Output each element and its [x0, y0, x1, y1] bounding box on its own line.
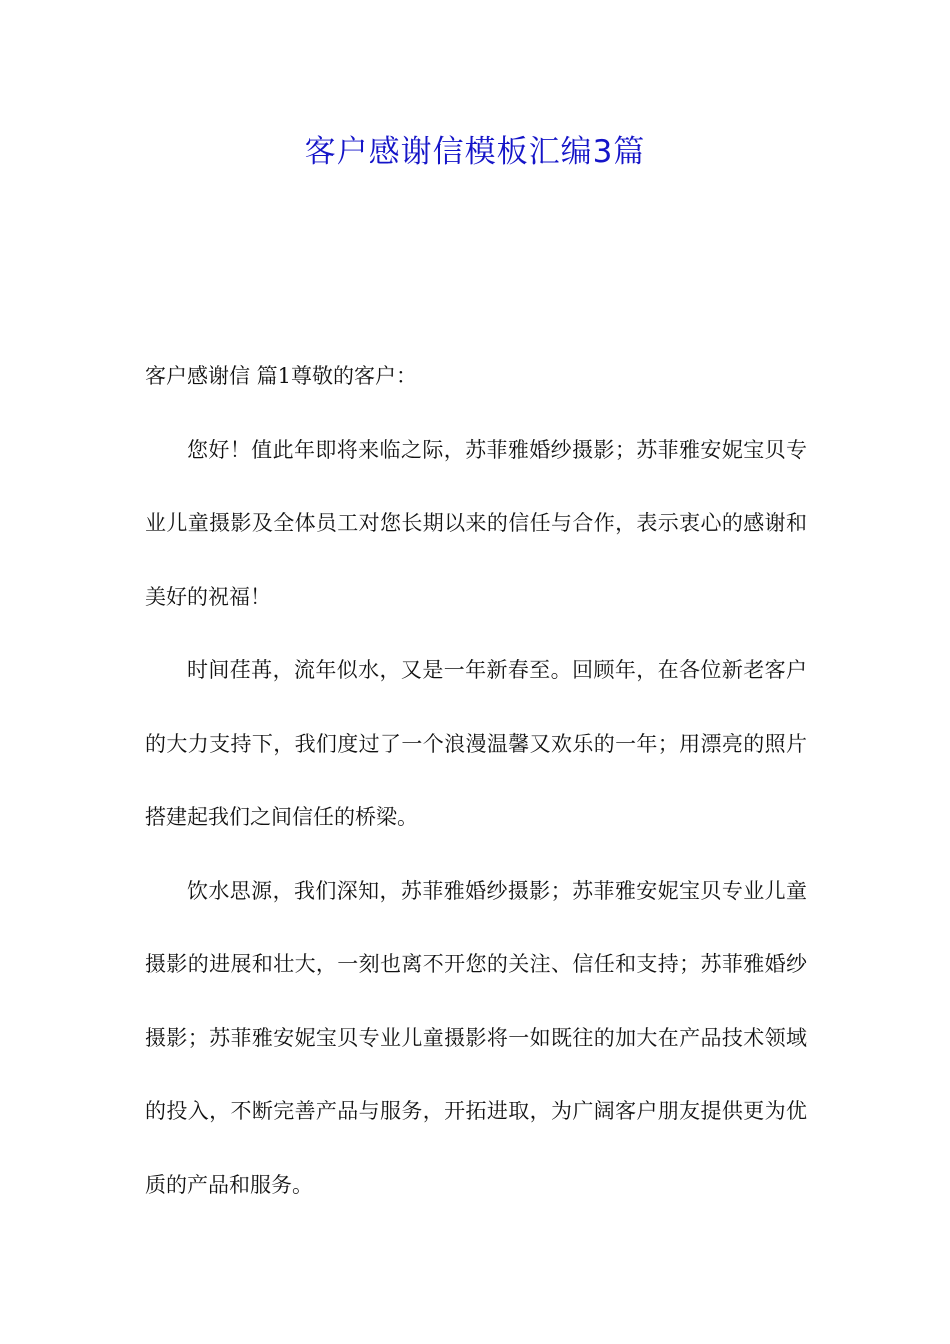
- document-title: 客户感谢信模板汇编3篇: [304, 134, 646, 170]
- review-paragraph: 时间荏苒，流年似水，又是一年新春至。回顾年，在各位新老客户的大力支持下，我们度过了一个浪漫温馨又欢乐的一年；用漂亮的照片搭建起我们之间信任的桥梁。: [145, 658, 807, 829]
- commitment-paragraph: 饮水思源，我们深知，苏菲雅婚纱摄影；苏菲雅安妮宝贝专业儿童摄影的进展和壮大，一刻也离不开您的关注、信任和支持；苏菲雅婚纱摄影；苏菲雅安妮宝贝专业儿童摄影将一如既往的加大在产品技术领域的投入，不断完善产品与服务，开拓进取，为广阔客户朋友提供更为优质的产品和服务。: [145, 878, 807, 1197]
- greeting-paragraph: 您好！值此年即将来临之际，苏菲雅婚纱摄影；苏菲雅安妮宝贝专业儿童摄影及全体员工对您长期以来的信任与合作，表示衷心的感谢和美好的祝福！: [145, 437, 807, 609]
- document-body: [145, 340, 807, 1222]
- salutation-paragraph: 客户感谢信 篇1尊敬的客户：: [145, 364, 418, 388]
